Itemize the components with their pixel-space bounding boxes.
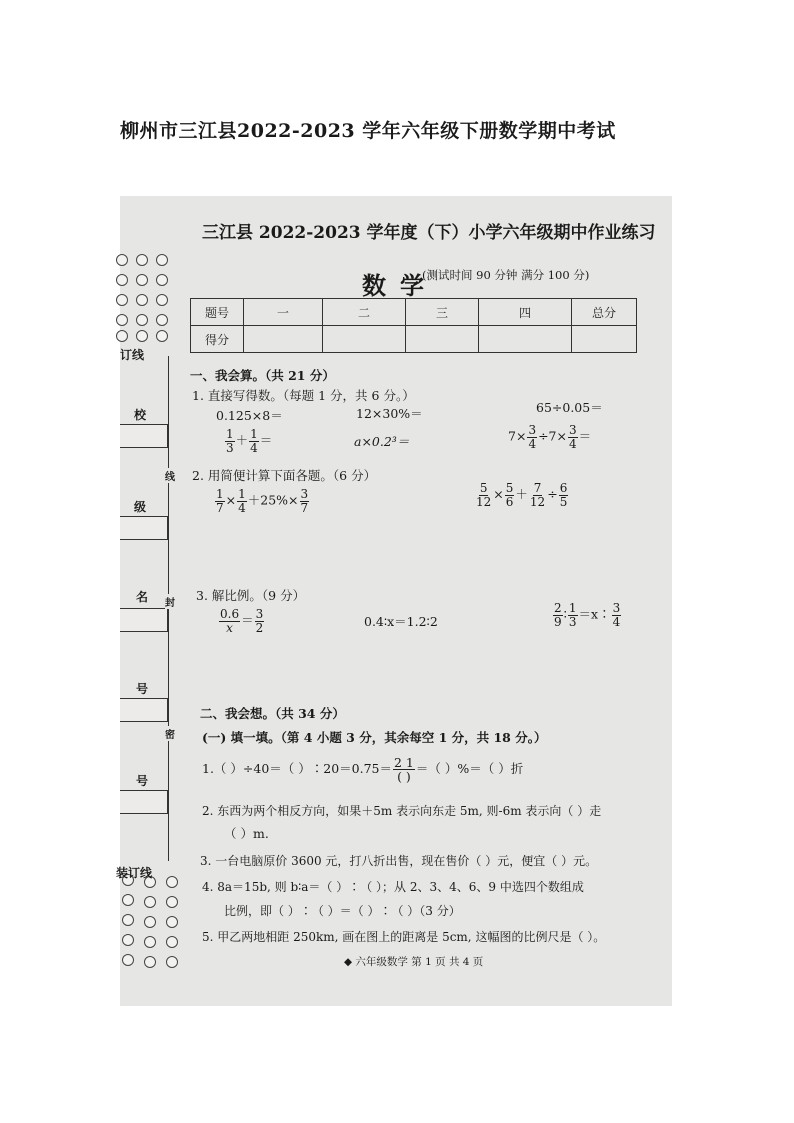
q1-b: 12×30%＝: [356, 406, 423, 421]
binding-hole: [116, 274, 128, 286]
binding-hole: [166, 896, 178, 908]
score-cell[interactable]: [323, 326, 406, 353]
fraction-denominator: 9: [554, 614, 562, 629]
score-col-3: 三: [406, 299, 479, 326]
fraction-denominator: 4: [238, 500, 246, 515]
binding-hole: [116, 330, 128, 342]
fraction-denominator: 4: [612, 614, 621, 629]
operator: ＋: [515, 486, 528, 502]
student-number-label: 号: [136, 682, 149, 696]
fraction-numerator: 1: [568, 601, 577, 615]
binding-hole: [156, 314, 168, 326]
term: ＋25%×: [247, 492, 299, 508]
fraction-numerator: 1: [238, 487, 246, 501]
q2-b: [474, 482, 569, 508]
s2-q5: 5. 甲乙两地相距 250km, 画在图上的距离是 5cm, 这幅图的比例尺是（ ）。: [202, 930, 606, 944]
document-title: 柳州市三江县2022-2023 学年六年级下册数学期中考试: [120, 120, 616, 142]
binding-line-top-label: 订线: [120, 348, 145, 362]
score-col-2: 二: [323, 299, 406, 326]
fraction-numerator: 3: [612, 601, 621, 615]
binding-hole: [144, 916, 156, 928]
score-row-label: 得分: [191, 326, 244, 353]
fraction-numerator: 2 1: [394, 755, 414, 770]
q1-c: 65÷0.05＝: [536, 400, 603, 415]
class-field[interactable]: [120, 516, 168, 540]
equals: ＝: [259, 432, 273, 448]
school-field[interactable]: [120, 424, 168, 448]
s2-q4-line1: 4. 8a＝15b, 则 b∶a＝（ ）∶（ ）；从 2、3、4、6、9 中选四个数组成: [202, 880, 584, 894]
binding-hole: [136, 314, 148, 326]
subject-title: 数学: [362, 271, 438, 300]
score-col-4: 四: [479, 299, 572, 326]
fraction-denominator: 2: [255, 620, 264, 635]
q1-title: 1. 直接写得数。（每题 1 分，共 6 分。）: [192, 388, 415, 403]
binding-hole: [136, 254, 148, 266]
binding-hole: [156, 274, 168, 286]
fraction-numerator: 6: [559, 481, 568, 495]
fraction-denominator: 12: [476, 494, 492, 509]
student-number-field[interactable]: [120, 698, 168, 722]
fraction-denominator: 6: [505, 494, 514, 509]
score-table: [190, 298, 637, 353]
score-cell[interactable]: [572, 326, 637, 353]
fraction-numerator: 1: [216, 487, 224, 501]
fraction-denominator: 3: [568, 614, 577, 629]
seat-number-field[interactable]: [120, 790, 168, 814]
fraction-denominator: 4: [528, 436, 537, 451]
binding-hole: [116, 254, 128, 266]
s2-q1: [202, 756, 523, 783]
binding-hole: [166, 956, 178, 968]
equals: ＝: [241, 612, 254, 628]
page-footer: ◆ 六年级数学 第 1 页 共 4 页: [344, 956, 484, 968]
binding-hole: [156, 330, 168, 342]
binding-hole: [122, 914, 134, 926]
operator: ÷: [547, 486, 558, 502]
binding-hole: [136, 274, 148, 286]
colon: ∶: [563, 606, 567, 622]
section2-title: 二、我会想。（共 34 分）: [200, 706, 345, 721]
fraction-numerator: 3: [300, 487, 309, 501]
exam-paper-photo: [116, 196, 672, 1006]
fraction-numerator: 3: [568, 423, 577, 437]
term: ÷7×: [538, 428, 567, 444]
binding-hole: [116, 294, 128, 306]
operator: ＋: [235, 432, 249, 448]
binding-hole: [136, 294, 148, 306]
fraction-numerator: 5: [505, 481, 514, 495]
name-field[interactable]: [120, 608, 168, 632]
fraction-numerator: 1: [226, 427, 234, 441]
score-cell[interactable]: [244, 326, 323, 353]
s2-q3: 3. 一台电脑原价 3600 元，打八折出售，现在售价（ ）元，便宜（ ）元。: [200, 854, 598, 868]
fraction-denominator: 3: [226, 440, 234, 455]
binding-hole: [166, 876, 178, 888]
operator: ×: [493, 486, 504, 502]
fraction-denominator: 4: [568, 436, 577, 451]
fraction-numerator: 0.6: [220, 607, 240, 621]
fraction-numerator: 2: [554, 601, 562, 615]
side-mark-xian: 线: [165, 468, 175, 483]
s2-q2-line1: 2. 东西为两个相反方向，如果＋5m 表示向东走 5m, 则-6m 表示向（ ）走: [202, 804, 602, 818]
fraction-denominator: 4: [250, 440, 258, 455]
q3-b: 0.4∶x＝1.2∶2: [364, 614, 438, 629]
s2-q4-line2: 比例，即（ ）∶（ ）＝（ ）∶（ ）（3 分）: [224, 904, 461, 918]
side-mark-mi: 密: [165, 726, 175, 741]
fraction-denominator: 7: [300, 500, 309, 515]
binding-line-bottom-label: 装订线: [116, 866, 153, 880]
score-table-header-row: [191, 299, 637, 326]
q3-c: [552, 602, 622, 628]
section2-sub1: (一) 填一填。（第 4 小题 3 分，其余每空 1 分，共 18 分。）: [202, 730, 547, 745]
score-col-1: 一: [244, 299, 323, 326]
binding-hole: [156, 254, 168, 266]
term: 7×: [508, 428, 527, 444]
binding-hole: [122, 954, 134, 966]
binding-hole: [166, 916, 178, 928]
s2-q2-line2: （ ）m.: [224, 826, 269, 841]
q1-f: [508, 424, 591, 450]
binding-hole: [144, 936, 156, 948]
score-table-score-row: [191, 326, 637, 353]
fraction-numerator: 3: [528, 423, 537, 437]
binding-hole: [166, 936, 178, 948]
fraction-denominator: x: [226, 620, 233, 635]
fraction-numerator: 1: [250, 427, 258, 441]
side-mark-feng: 封: [165, 594, 175, 609]
subject-note: (测试时间 90 分钟 满分 100 分): [422, 268, 590, 282]
fraction-numerator: 3: [255, 607, 264, 621]
s2-q1-suffix: ＝（ ）%＝（ ）折: [415, 761, 524, 777]
equals: ＝: [578, 428, 592, 444]
term: ＝x∶: [578, 606, 611, 622]
s2-q1-prefix: 1.（ ）÷40＝（ ）∶20＝0.75＝: [202, 761, 392, 777]
q1-e: a×0.2³＝: [354, 434, 410, 449]
binding-hole: [144, 956, 156, 968]
school-label: 校: [134, 408, 147, 422]
binding-hole: [144, 896, 156, 908]
q3-a: [218, 608, 265, 634]
fraction-denominator: ( ): [397, 769, 411, 785]
q3-title: 3. 解比例。（9 分）: [196, 588, 306, 603]
q2-a: [214, 488, 310, 514]
exam-header: 三江县 2022-2023 学年度（下）小学六年级期中作业练习: [202, 223, 656, 243]
score-col-total: 总分: [572, 299, 637, 326]
seat-number-label: 号: [136, 774, 149, 788]
q1-d: [224, 428, 272, 454]
class-label: 级: [134, 500, 147, 514]
binding-hole: [122, 934, 134, 946]
binding-hole: [122, 894, 134, 906]
binding-hole: [156, 294, 168, 306]
fraction-denominator: 12: [529, 494, 546, 509]
binding-hole: [136, 330, 148, 342]
fraction-denominator: 7: [216, 500, 224, 515]
q2-title: 2. 用简便计算下面各题。（6 分）: [192, 468, 377, 483]
score-cell[interactable]: [406, 326, 479, 353]
fraction-denominator: 5: [559, 494, 568, 509]
binding-hole: [116, 314, 128, 326]
operator: ×: [225, 492, 237, 508]
fraction-numerator: 7: [533, 481, 542, 495]
score-col-label: 题号: [191, 299, 244, 326]
q1-a: 0.125×8＝: [216, 408, 283, 423]
score-cell[interactable]: [479, 326, 572, 353]
name-label: 名: [136, 590, 149, 604]
section1-title: 一、我会算。（共 21 分）: [190, 368, 335, 383]
fraction-numerator: 5: [479, 481, 488, 495]
